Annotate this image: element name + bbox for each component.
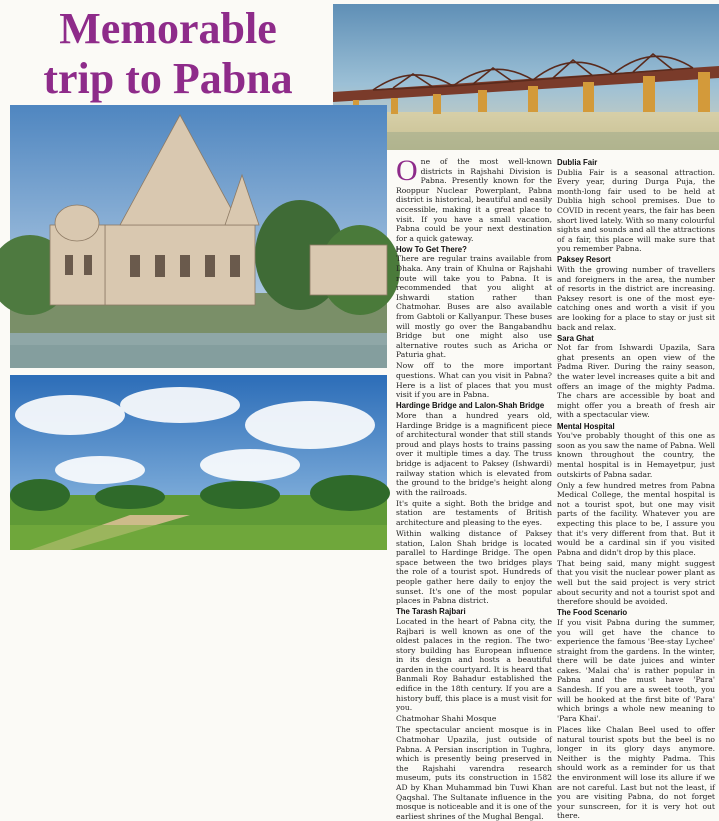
paragraph: It's quite a sight. Both the bridge and station are testaments of British architecture and pleasing to the eyes. [396,498,552,527]
paragraph: Places like Chalan Beel used to offer natural tourist spots but the beel is no longer in its glory days anymore. Neither is the mighty Padma. This should work as a reminder for us that the environment will lose its allure if we are not careful. Last but not the least, if you are visiting Pabna, do not forget your sunscreen, for it is very hot out there. [557,724,715,821]
field-photo [10,375,387,550]
page-title [8,4,328,104]
heading-tarash-rajbari: The Tarash Rajbari [396,607,466,617]
drop-cap: O [396,154,418,187]
heading-food-scenario: The Food Scenario [557,608,628,618]
heading-mental-hospital: Mental Hospital [557,421,615,431]
paragraph: More than a hundred years old, Hardinge Bridge is a magnificent piece of architectural wonder that still stands proud and plays hosts to trains passing over it multiple times a day. The truss bridge is adjacent to Paksey (Ishwardi) railway station which is elevated from the ground to the bridge's height along with the railroads. [396,410,552,497]
temple-photo [10,105,387,368]
title-line-2: trip to Pabna [43,54,293,103]
article-column-1 [396,154,552,821]
paragraph: With the growing number of travellers and foreigners in the area, the number of resorts in the district are increasing. Paksey resort is one of the most eye-catching ones and worth a visit if you are looking for a place to stay or just sit back and relax. [557,265,715,332]
heading-dublia-fair: Dublia Fair [557,158,598,167]
heading-how-to-get-there: How To Get There? [396,244,467,254]
paragraph: If you visit Pabna during the summer, you will get have the chance to experience the famous 'Bee-stay Lychee' straight from the gardens. In the winter, there will be date juices and winter cakes. 'Malai cha' is rather popular in Pabna and the must have 'Para' Sandesh. If you are a sweet tooth, you will be hooked at the first bite of 'Para' which brings a whole new meaning to 'Para Khai'. [557,617,715,723]
paragraph: Now off to the more important questions. What can you visit in Pabna? Here is a list of places that you must visit if you are in Pabna. [396,361,552,400]
paragraph: Located in the heart of Pabna city, the Rajbari is well known as one of the oldest palaces in the region. The two-story building has European influence in its design and hosts a beautiful garden in the courtyard. It is heard that Banmali Roy Bahadur established the edifice in the 18th century. If you are a history buff, this place is a must visit for you. [396,616,552,713]
heading-sara-ghat: Sara Ghat [557,333,594,343]
bridge-photo [333,4,719,150]
paragraph: Dublia Fair is a seasonal attraction. Every year, during Durga Puja, the month-long fair used to be held at Dublia high school premises. Due to COVID in recent years, the fair has been short lived lately. With so many colourful sights and sounds and all the attractions of a fair, this place will make sure that you remember Pabna. [557,167,715,254]
intro-paragraph: ne of the most well-known districts in Rajshahi Division is Pabna. Presently known for the Rooppur Nuclear Powerplant, Pabna district is historical, beautiful and easily accessible, making it a great place to visit. If you have a small vacation, Pabna could be your next destination for a quick gateway. [396,157,552,243]
paragraph: Only a few hundred metres from Pabna Medical College, the mental hospital is not a tourist spot, but one may visit parts of the facility. Whatever you are expecting this place to be, I assure you that it's very different from that. But it would be a cardinal sin if you visited Pabna and didn't drop by this place. [557,480,715,557]
paragraph: Within walking distance of Paksey station, Lalon Shah bridge is located parallel to Hardinge Bridge. The open space between the two bridges plays the role of a tourist spot. Hundreds of people gather here daily to enjoy the sunset. It's one of the most popular places in Pabna district. [396,529,552,606]
title-line-1: Memorable [59,4,277,53]
paragraph: You've probably thought of this one as soon as you saw the name of Pabna. Well known throughout the country, the mental hospital is in Hemayetpur, just outskirts of Pabna sadar. [557,431,715,479]
paragraph: There are regular trains available from Dhaka. Any train of Khulna or Rajshahi route will take you to Pabna. It is recommended that you alight at Ishwardi station rather than Chatmohar. Buses are also available from Gabtoli or Kallyanpur. These buses will mostly go over the Bangabandhu Bridge but one might also use alternative routes such as Aricha or Paturia ghat. [396,254,552,360]
article-column-2 [557,157,715,821]
heading-paksey-resort: Paksey Resort [557,255,611,265]
paragraph: Chatmohar Shahi Mosque [396,714,497,724]
paragraph: That being said, many might suggest that you visit the nuclear power plant as well but the said project is very strict about security and not a tourist spot and therefore should be avoided. [557,558,715,607]
paragraph: The spectacular ancient mosque is in Chatmohar Upazila, just outside of Pabna. A Persian inscription in Tughra, which is presently being preserved in the Rajshahi varendra research museum, puts its construction in 1582 AD by Khan Muhammad bin Tuwi Khan Qaqshal. The Sultanate influence in the mosque is noticeable and it is one of the earliest shrines of the Mughal Bengal. [396,725,552,821]
paragraph: Not far from Ishwardi Upazila, Sara ghat presents an open view of the Padma River. During the rainy season, the water level increases quite a bit and offers an image of the mighty Padma. The chars are accessible by boat and might offer you a breath of fresh air with a spectacular view. [557,343,715,420]
heading-hardinge-bridge: Hardinge Bridge and Lalon-Shah Bridge [396,401,545,411]
